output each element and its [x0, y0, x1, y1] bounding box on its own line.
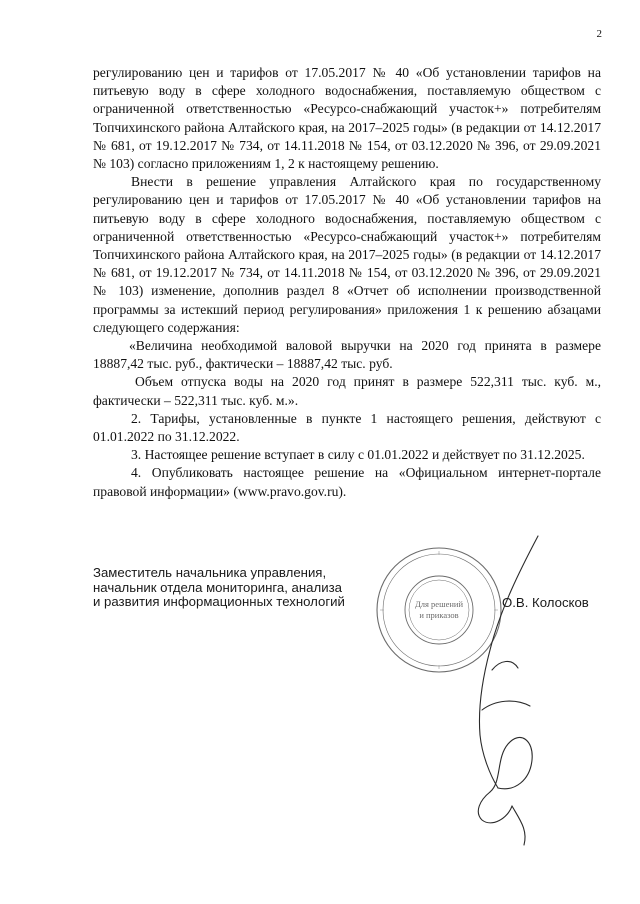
- signatory-position-line: начальник отдела мониторинга, анализа: [93, 579, 342, 595]
- signatory-position-line: и развития информационных технологий: [93, 594, 345, 609]
- signatory-position-line: Заместитель начальника управления,: [93, 565, 327, 580]
- paragraph-item-3: 3. Настоящее решение вступает в силу с 01.01.2022 и действует по 31.12.2025.: [131, 447, 585, 463]
- paragraph-quote-volume: Объем отпуска воды на 2020 год принят в размере 522,311 тыс. куб. м., фактически – 522,311 тыс. куб. м.».: [93, 374, 601, 408]
- handwritten-signature: [420, 530, 570, 860]
- signatory-position: [93, 566, 345, 610]
- paragraph-item-2: 2. Тарифы, установленные в пункте 1 настоящего решения, действуют с 01.01.2022 по 31.12.2022.: [93, 410, 601, 445]
- document-body: [93, 64, 601, 501]
- page-number: 2: [596, 28, 602, 40]
- paragraph-item-4: 4. Опубликовать настоящее решение на «Официальном интернет-портале правовой информации» (www.pravo.gov.ru).: [93, 465, 601, 499]
- stamp-text: Для решений: [414, 599, 464, 609]
- signatory-name: О.В. Колосков: [502, 595, 589, 610]
- paragraph-amendment: Внести в решение управления Алтайского края по государственному регулированию цен и тарифов от 17.05.2017 № 40 «Об установлении тарифов на питьевую воду в сфере холодного водоснабжения, поставляемую обществом с ограниченной ответственностью «Ресурсо-снабжающий участок+» потребителям Топчихинского района Алтайского края, на 2017–2025 годы» (в редакции от 14.12.2017 № 681, от 19.12.2017 № 734, от 14.11.2018 № 154, от 03.12.2020 № 396, от 29.09.2021 № 103) изменение, дополнив раздел 8 «Отчет об исполнении производственной программы за истекший период регулирования» приложения 1 к решению абзацами следующего содержания:: [93, 174, 601, 335]
- paragraph-continuation: регулированию цен и тарифов от 17.05.2017 № 40 «Об установлении тарифов на питьевую воду в сфере холодного водоснабжения, поставляемую обществом с ограниченной ответственностью «Ресурсо-снабжающий участок+» потребителям Топчихинского района Алтайского края, на 2017–2025 годы» (в редакции от 14.12.2017 № 681, от 19.12.2017 № 734, от 14.11.2018 № 154, от 03.12.2020 № 396, от 29.09.2021 № 103) согласно приложениям 1, 2 к настоящему решению.: [93, 65, 601, 172]
- stamp-text: и приказов: [419, 610, 459, 620]
- paragraph-quote-revenue: «Величина необходимой валовой выручки на 2020 год принята в размере 18887,42 тыс. руб., фактически – 18887,42 тыс. руб.: [93, 338, 601, 372]
